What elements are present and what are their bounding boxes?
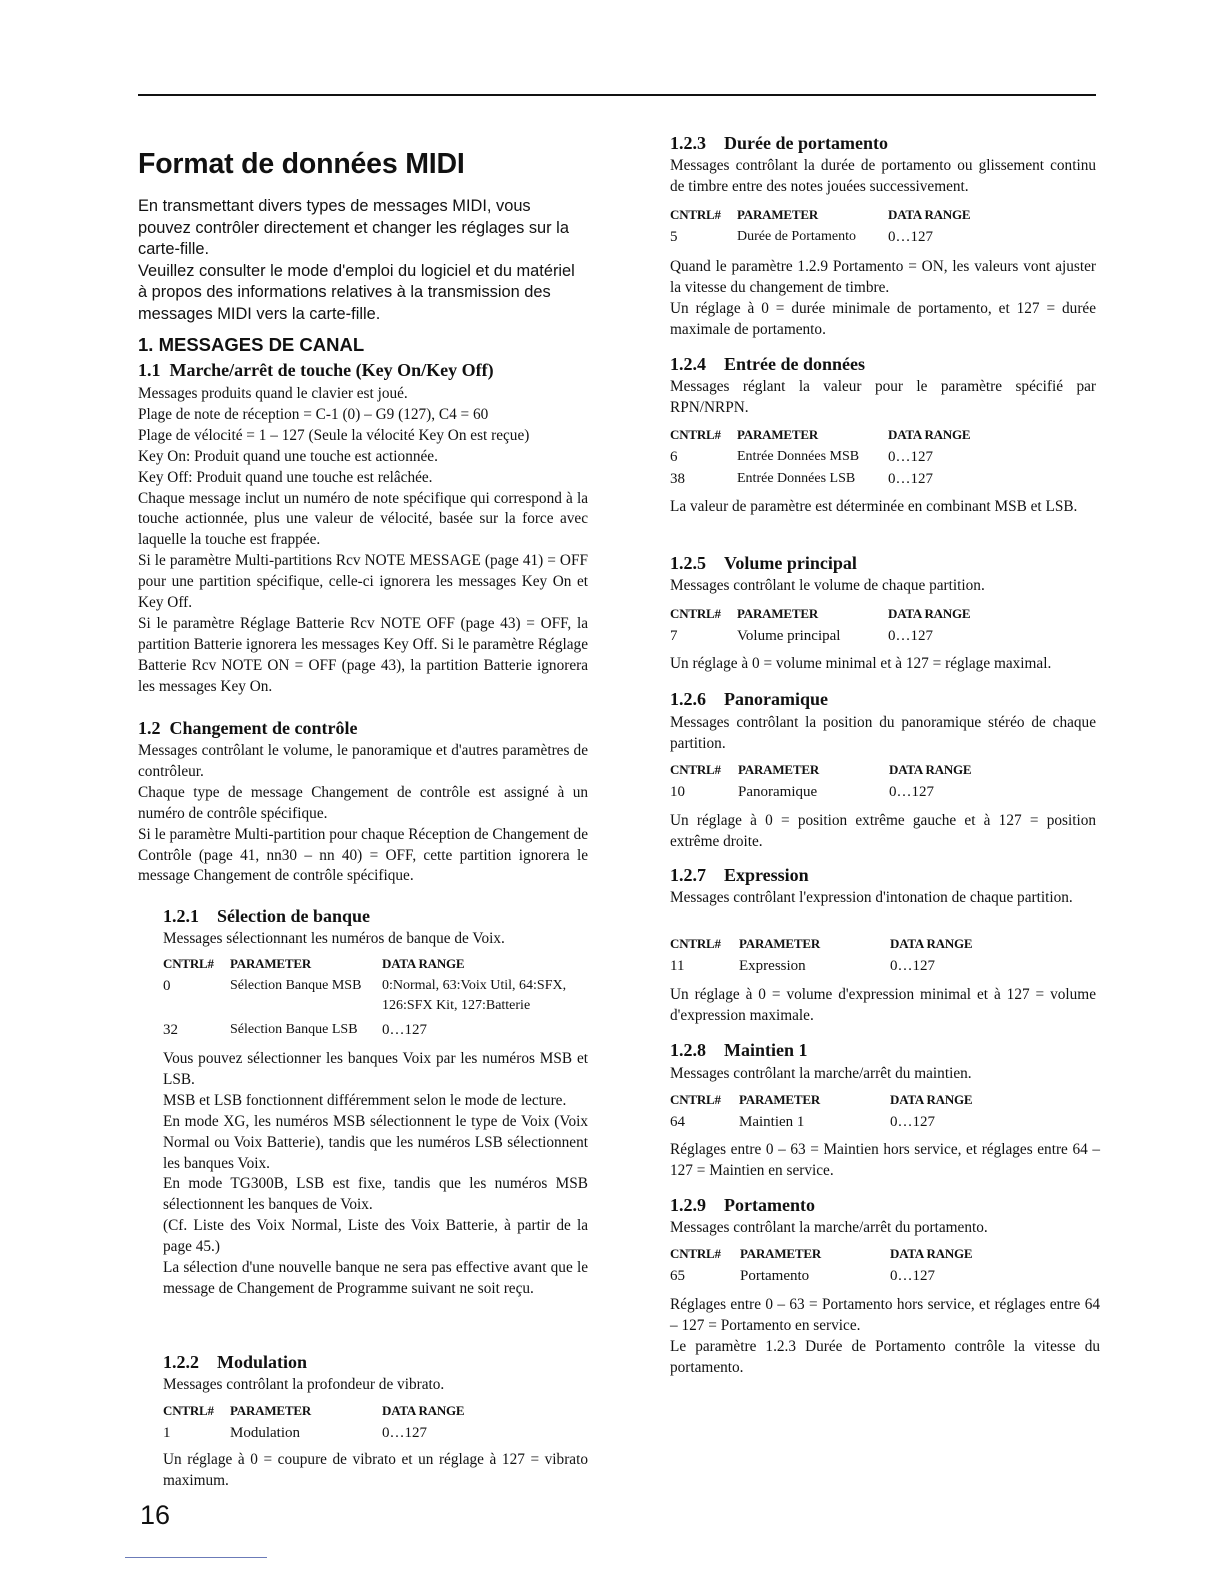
col-data-range: DATA RANGE [382,956,465,971]
table-header [670,1092,1100,1114]
expression-notes: Un réglage à 0 = volume d'expression minimal et à 127 = volume d'expression maximale. [670,986,1096,1024]
col-parameter: PARAMETER [737,427,819,442]
sustain-table [670,1092,1100,1136]
bank-select-desc: Messages sélectionnant les numéros de banque de Voix. [163,930,505,947]
table-header [670,207,1100,229]
heading-title: Marche/arrêt de touche (Key On/Key Off) [169,360,494,380]
cell-parameter: Entrée Données MSB [737,449,860,464]
body-line: Plage de vélocité = 1 – 127 (Seule la vélocité Key On est reçue) [138,426,530,444]
body-line: Key Off: Produit quand une touche est relâchée. [138,468,433,486]
table-row-continuation [163,1000,593,1022]
cell-range: 0:Normal, 63:Voix Util, 64:SFX, [382,978,567,993]
col-cntrl: CNTRL# [670,1092,721,1107]
heading-number: 1.2.4 [670,354,706,374]
col-data-range: DATA RANGE [890,1092,973,1107]
heading-1-2-2 [163,1352,307,1373]
portamento-time-notes [670,257,1096,341]
heading-number: 1.1 [138,360,161,380]
heading-title: Expression [724,865,809,885]
col-cntrl: CNTRL# [670,207,721,222]
heading-title: Maintien 1 [724,1040,808,1060]
col-data-range: DATA RANGE [888,427,971,442]
table-row [163,1022,593,1044]
table-header [670,1246,1100,1268]
pan-notes: Un réglage à 0 = position extrême gauche et à 127 = position extrême droite. [670,812,1096,850]
table-header [163,1403,593,1425]
data-entry-notes: La valeur de paramètre est déterminée en combinant MSB et LSB. [670,498,1078,515]
heading-title: Durée de portamento [724,133,888,153]
table-row [670,449,1100,471]
modulation-notes: Un réglage à 0 = coupure de vibrato et un réglage à 127 = vibrato maximum. [163,1451,588,1489]
portamento-notes [670,1295,1100,1379]
cell-parameter: Sélection Banque MSB [230,978,362,993]
heading-number: 1.2.7 [670,865,706,885]
bank-select-table [163,956,593,1044]
portamento-time-desc: Messages contrôlant la durée de portamento ou glissement continu de timbre entre des notes jouées successivement. [670,157,1096,195]
cell-range: 0…127 [888,229,933,245]
table-header [670,762,1100,784]
body-line: La sélection d'une nouvelle banque ne sera pas effective avant que le message de Changement de Programme suivant ne soit reçu. [163,1259,588,1297]
col-cntrl: CNTRL# [670,936,721,951]
heading-number: 1.2.9 [670,1195,706,1215]
cell-cntrl: 6 [670,449,678,465]
body-line: Key On: Produit quand une touche est actionnée. [138,447,438,465]
table-row [670,784,1100,806]
footer-line [125,1557,267,1558]
table-row [670,628,1100,650]
body-line: Messages produits quand le clavier est joué. [138,385,408,402]
table-header [670,427,1100,449]
cell-parameter: Panoramique [738,784,818,800]
table-row [670,958,1100,980]
table-row [670,229,1100,251]
heading-1-2-3 [670,133,888,154]
cell-cntrl: 64 [670,1114,685,1130]
body-line: (Cf. Liste des Voix Normal, Liste des Voix Batterie, à partir de la page 45.) [163,1217,588,1256]
key-on-off-body [138,384,588,698]
page-number: 16 [140,1500,171,1530]
cell-range: 0…127 [382,1425,427,1441]
heading-1-2-7 [670,865,809,886]
heading-1-2-6 [670,689,828,710]
cell-parameter: Portamento [740,1268,810,1284]
col-data-range: DATA RANGE [382,1403,465,1418]
col-cntrl: CNTRL# [163,1403,214,1418]
col-data-range: DATA RANGE [889,762,972,777]
heading-1-2 [138,718,357,739]
cell-range: 126:SFX Kit, 127:Batterie [382,998,531,1013]
body-line: Quand le paramètre 1.2.9 Portamento = ON, les valeurs vont ajuster la vitesse du changement de timbre. [670,258,1096,296]
body-line: Si le paramètre Multi-partitions Rcv NOTE MESSAGE (page 41) = OFF pour une partition spécifique, celle-ci ignorera les messages Key On et Key Off. [138,552,588,612]
cell-range: 0…127 [888,471,933,487]
col-parameter: PARAMETER [230,956,312,971]
heading-title: Portamento [724,1195,815,1215]
pan-table [670,762,1100,806]
data-entry-table [670,427,1100,493]
col-parameter: PARAMETER [737,207,819,222]
body-line: Si le paramètre Multi-partition pour chaque Réception de Changement de Contrôle (page 41, nn30 – nn 40) = OFF, cette partition ignorera le message Changement de contrôle spécifique. [138,825,588,885]
table-header [670,936,1100,958]
table-row [670,1268,1100,1290]
page-title: Format de données MIDI [138,148,465,180]
body-line: Un réglage à 0 = durée minimale de portamento, et 127 = durée maximale de portamento. [670,299,1096,338]
cell-cntrl: 38 [670,471,685,487]
cell-cntrl: 7 [670,628,678,644]
heading-1-2-4 [670,354,865,375]
heading-number: 1.2 [138,718,161,738]
cell-range: 0…127 [888,449,933,465]
body-line: Plage de note de réception = C-1 (0) – G9 (127), C4 = 60 [138,405,489,423]
col-parameter: PARAMETER [739,1092,821,1107]
cell-range: 0…127 [890,1114,935,1130]
section-heading-channel-messages: 1. MESSAGES DE CANAL [138,334,365,355]
heading-number: 1.2.6 [670,689,706,709]
cell-parameter: Durée de Portamento [737,229,856,244]
intro-paragraph: Veuillez consulter le mode d'emploi du logiciel et du matériel à propos des informations relatives à la transmission des messages MIDI vers la carte-fille. [138,261,575,323]
sustain-desc: Messages contrôlant la marche/arrêt du maintien. [670,1065,972,1082]
col-data-range: DATA RANGE [888,606,971,621]
table-header [670,606,1100,628]
data-entry-desc: Messages réglant la valeur pour le paramètre spécifié par RPN/NRPN. [670,378,1096,416]
col-cntrl: CNTRL# [670,606,721,621]
col-data-range: DATA RANGE [890,936,973,951]
cell-parameter: Maintien 1 [739,1114,805,1130]
cell-parameter: Volume principal [737,628,841,644]
heading-title: Entrée de données [724,354,865,374]
cell-range: 0…127 [888,628,933,644]
cell-parameter: Entrée Données LSB [737,471,856,486]
table-row [670,1114,1100,1136]
body-line: Le paramètre 1.2.3 Durée de Portamento contrôle la vitesse du portamento. [670,1337,1100,1376]
heading-1-2-8 [670,1040,808,1061]
pan-desc: Messages contrôlant la position du panoramique stéréo de chaque partition. [670,714,1096,752]
cell-cntrl: 0 [163,978,171,994]
col-data-range: DATA RANGE [890,1246,973,1261]
body-line: Si le paramètre Réglage Batterie Rcv NOTE OFF (page 43) = OFF, la partition Batterie ignorera les messages Key Off. Si le paramètre Réglage Batterie Rcv NOTE ON = OFF (page 43), la partition Batterie ignorera les messages Key On. [138,614,588,695]
control-change-body [138,741,588,887]
cell-range: 0…127 [382,1022,427,1038]
expression-desc: Messages contrôlant l'expression d'intonation de chaque partition. [670,889,1073,906]
table-row [163,1425,593,1447]
top-rule [138,94,1096,96]
heading-1-2-1 [163,906,370,927]
body-line: En mode TG300B, LSB est fixe, tandis que les numéros MSB sélectionnent les banques de Voix. [163,1175,588,1214]
heading-number: 1.2.5 [670,553,706,573]
heading-number: 1.2.8 [670,1040,706,1060]
body-line: En mode XG, les numéros MSB sélectionnent le type de Voix (Voix Normal ou Voix Batterie), tandis que les numéros LSB sélectionnent les banques Voix. [163,1112,588,1172]
table-row [670,471,1100,493]
col-parameter: PARAMETER [737,606,819,621]
main-volume-notes: Un réglage à 0 = volume minimal et à 127 = réglage maximal. [670,655,1052,672]
heading-title: Panoramique [724,689,829,709]
cell-cntrl: 5 [670,229,678,245]
body-line: Messages contrôlant le volume, le panoramique et d'autres paramètres de contrôleur. [138,742,588,780]
cell-cntrl: 11 [670,958,685,974]
col-parameter: PARAMETER [740,1246,822,1261]
table-header [163,956,593,978]
cell-cntrl: 32 [163,1022,178,1038]
cell-range: 0…127 [890,958,935,974]
col-cntrl: CNTRL# [670,427,721,442]
sustain-notes: Réglages entre 0 – 63 = Maintien hors service, et réglages entre 64 – 127 = Maintien en service. [670,1141,1100,1179]
col-cntrl: CNTRL# [163,956,214,971]
col-parameter: PARAMETER [739,936,821,951]
col-parameter: PARAMETER [738,762,820,777]
cell-parameter: Sélection Banque LSB [230,1022,358,1037]
main-volume-table [670,606,1100,650]
body-line: Chaque type de message Changement de contrôle est assigné à un numéro de contrôle spécifique. [138,783,588,822]
col-parameter: PARAMETER [230,1403,312,1418]
heading-title: Changement de contrôle [169,718,358,738]
cell-cntrl: 65 [670,1268,685,1284]
heading-number: 1.2.3 [670,133,706,153]
portamento-table [670,1246,1100,1290]
modulation-desc: Messages contrôlant la profondeur de vibrato. [163,1376,445,1393]
heading-1-1 [138,360,494,381]
heading-title: Modulation [217,1352,308,1372]
table-row [163,978,593,1000]
body-line: Chaque message inclut un numéro de note spécifique qui correspond à la touche actionnée, plus une valeur de vélocité, basée sur la force avec laquelle la touche est frappée. [138,489,588,549]
col-cntrl: CNTRL# [670,1246,721,1261]
heading-number: 1.2.2 [163,1352,199,1372]
intro-text [138,196,588,326]
expression-table [670,936,1100,980]
heading-1-2-5 [670,553,857,574]
modulation-table [163,1403,593,1447]
body-line: Réglages entre 0 – 63 = Portamento hors service, et réglages entre 64 – 127 = Portamento en service. [670,1296,1100,1334]
cell-cntrl: 1 [163,1425,171,1441]
heading-title: Sélection de banque [217,906,371,926]
intro-paragraph: En transmettant divers types de messages MIDI, vous pouvez contrôler directement et changer les réglages sur la carte-fille. [138,197,569,259]
cell-cntrl: 10 [670,784,685,800]
cell-range: 0…127 [889,784,934,800]
cell-parameter: Modulation [230,1425,300,1441]
portamento-desc: Messages contrôlant la marche/arrêt du portamento. [670,1219,988,1236]
col-data-range: DATA RANGE [888,207,971,222]
main-volume-desc: Messages contrôlant le volume de chaque partition. [670,577,985,594]
col-cntrl: CNTRL# [670,762,721,777]
cell-range: 0…127 [890,1268,935,1284]
body-line: Vous pouvez sélectionner les banques Voix par les numéros MSB et LSB. [163,1050,588,1088]
body-line: MSB et LSB fonctionnent différemment selon le mode de lecture. [163,1091,567,1109]
bank-select-notes [163,1049,588,1300]
heading-1-2-9 [670,1195,815,1216]
cell-parameter: Expression [739,958,806,974]
portamento-time-table [670,207,1100,251]
heading-title: Volume principal [724,553,857,573]
heading-number: 1.2.1 [163,906,199,926]
